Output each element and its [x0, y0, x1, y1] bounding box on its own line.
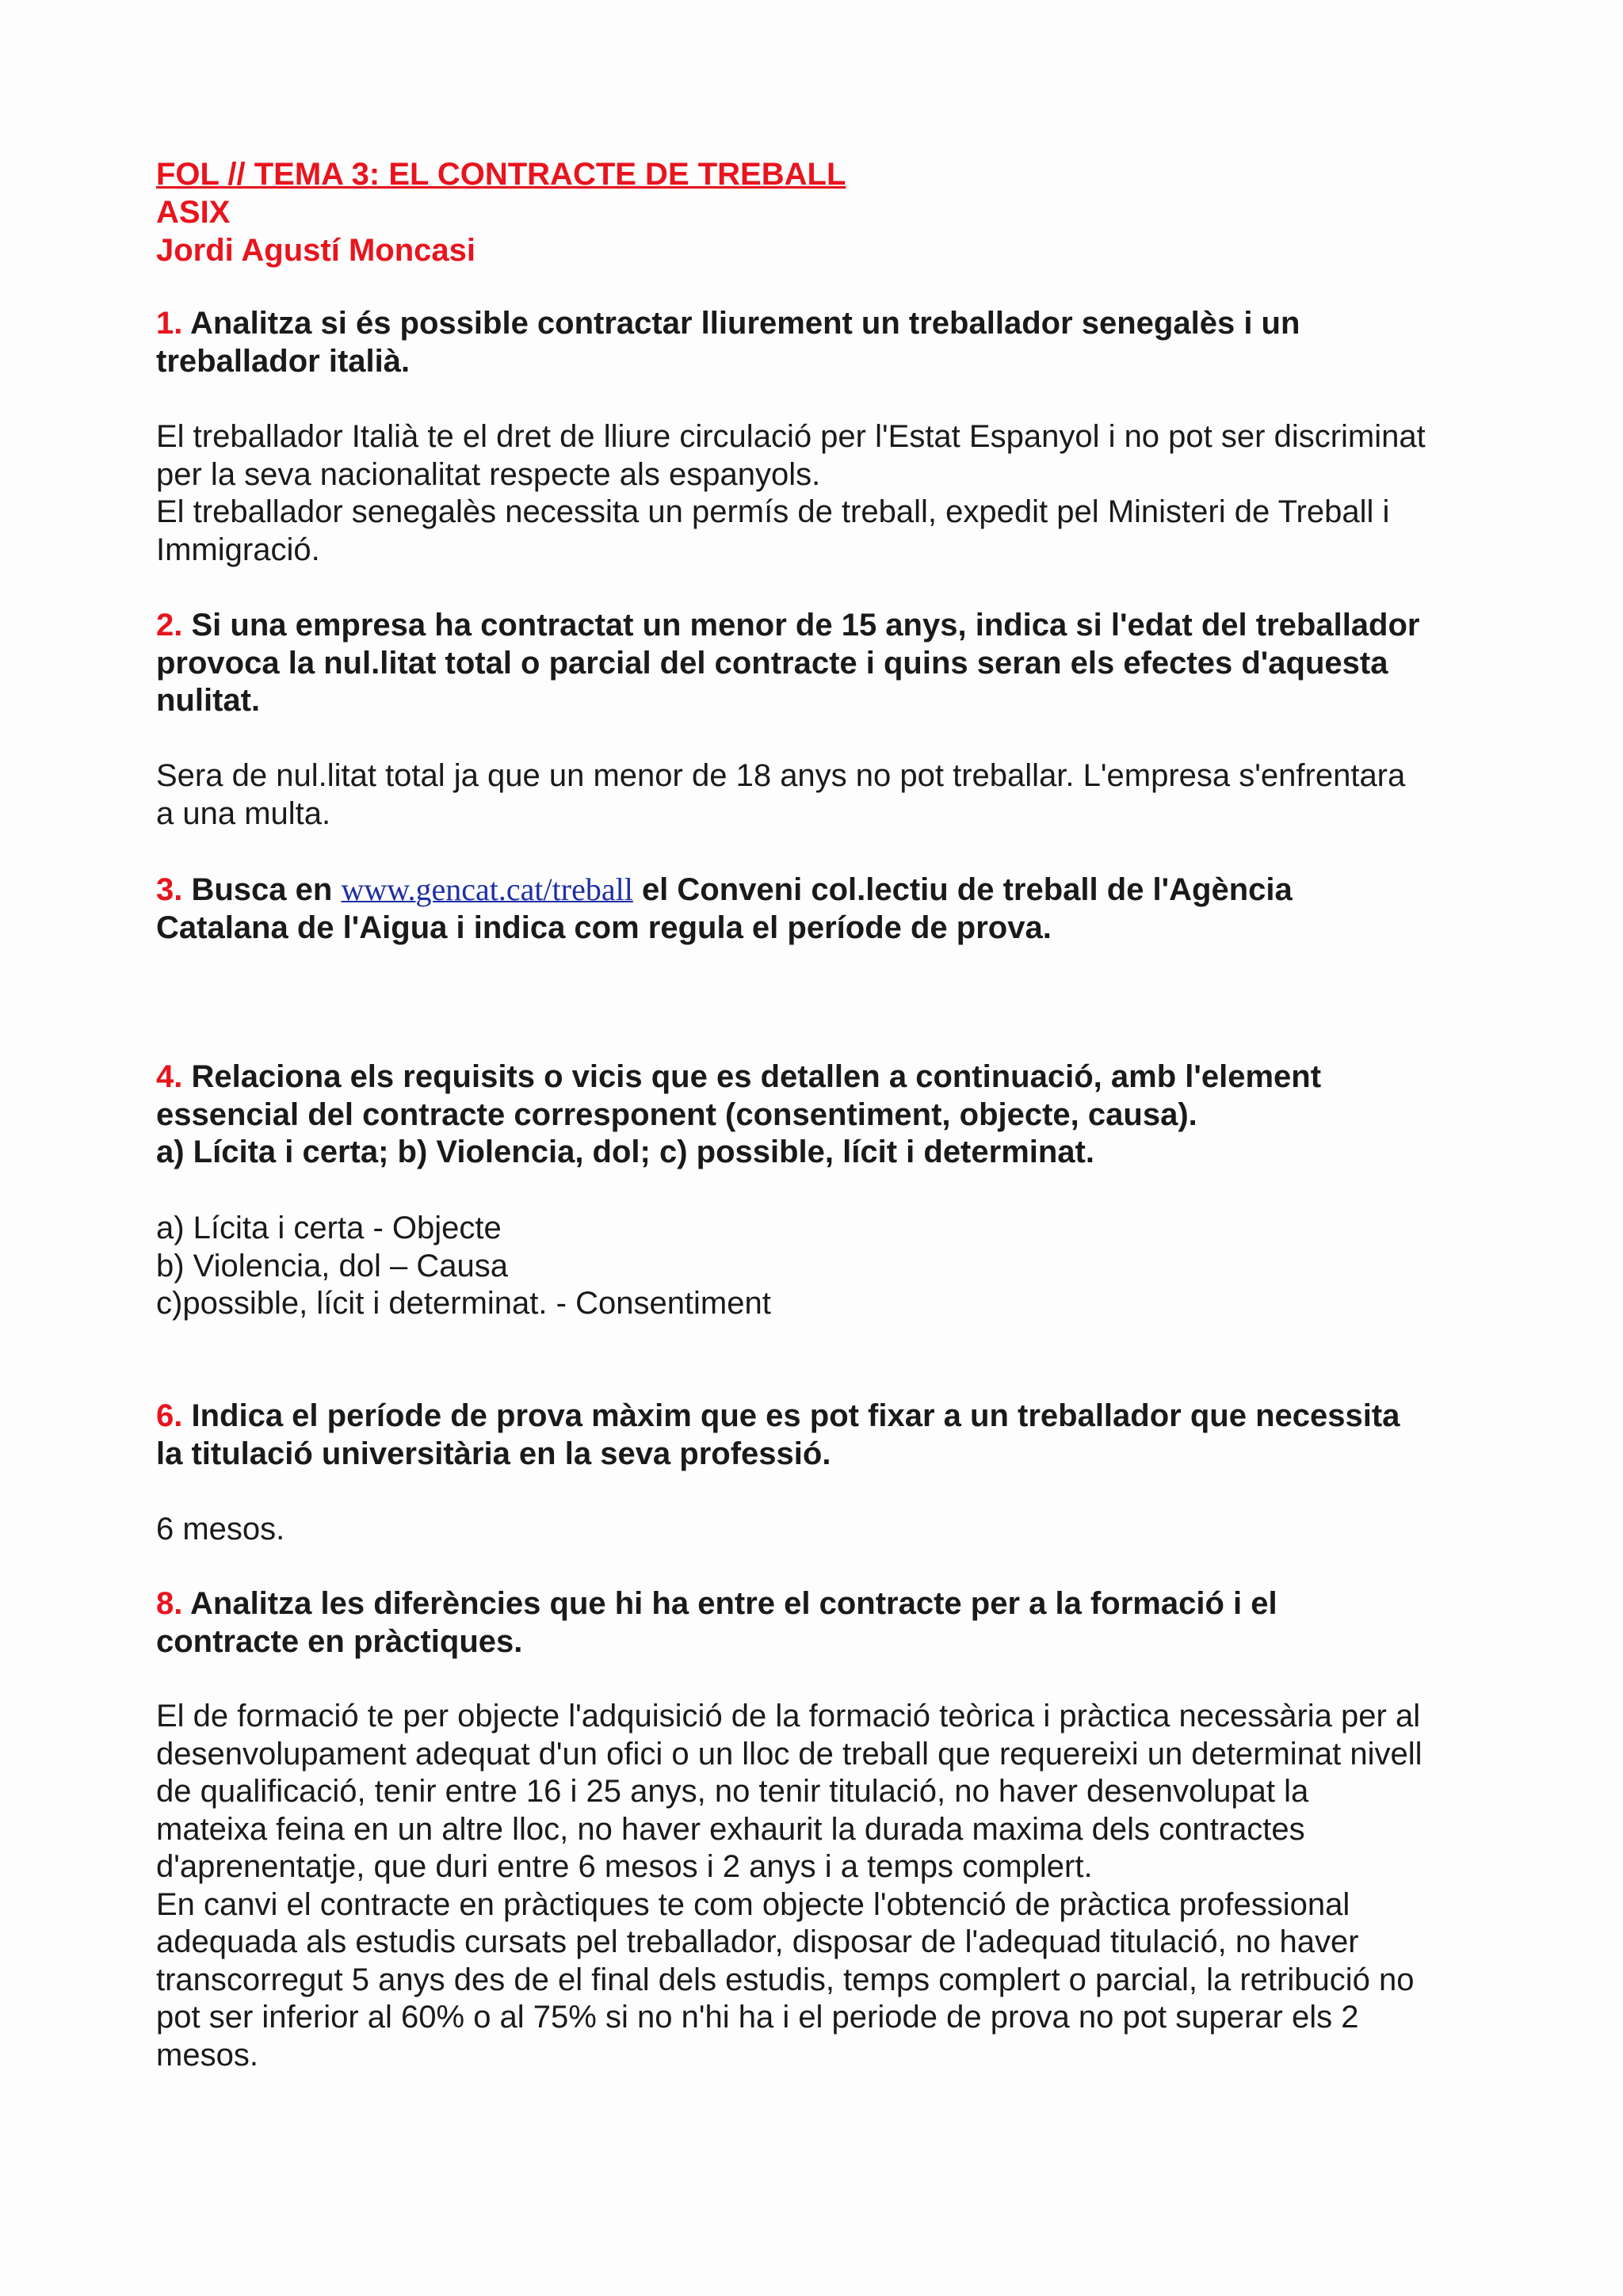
answer-text: 6 mesos.	[156, 1512, 285, 1547]
question-text: Relaciona els requisits o vicis que es detallen a continuació, amb l'element	[191, 1059, 1322, 1094]
document-title: FOL // TEMA 3: EL CONTRACTE DE TREBALL	[156, 157, 846, 192]
question-3	[156, 871, 1487, 947]
question-text: provoca la nul.litat total o parcial del contracte i quins seran els efectes d'aquesta	[156, 645, 1388, 681]
question-text: nulitat.	[156, 683, 261, 718]
answer-text: de qualificació, tenir entre 16 i 25 anys, no tenir titulació, no haver desenvolupat la	[156, 1774, 1309, 1809]
answer-2	[156, 757, 1503, 833]
question-2	[156, 607, 1487, 720]
answer-text: per la seva nacionalitat respecte als espanyols.	[156, 456, 821, 492]
question-text: Analitza les diferències que hi ha entre el contracte per a la formació i el	[190, 1586, 1277, 1621]
gencat-link[interactable]: www.gencat.cat/treball	[341, 871, 633, 907]
question-1	[156, 305, 1487, 380]
question-number: 4.	[156, 1059, 183, 1094]
answer-text: c)possible, lícit i determinat. - Consentiment	[156, 1286, 771, 1321]
question-text: contracte en pràctiques.	[156, 1623, 523, 1659]
answer-text: b) Violencia, dol – Causa	[156, 1248, 508, 1283]
question-number: 6.	[156, 1398, 183, 1433]
question-text: Si una empresa ha contractat un menor de 15 anys, indica si l'edat del treballador	[191, 608, 1420, 643]
question-4	[156, 1058, 1487, 1172]
answer-text: El treballador Italià te el dret de lliure circulació per l'Estat Espanyol i no pot ser discriminat	[156, 419, 1426, 454]
answer-text: desenvolupament adequat d'un ofici o un lloc de treball que requereixi un determinat nivell	[156, 1736, 1423, 1772]
question-text: la titulació universitària en la seva professió.	[156, 1436, 831, 1471]
question-text: el Conveni col.lectiu de treball de l'Agència	[641, 872, 1293, 907]
course-name: ASIX	[156, 195, 231, 230]
answer-text: a una multa.	[156, 795, 331, 831]
answer-text: Immigració.	[156, 532, 320, 567]
answer-text: transcorregut 5 anys des de el final dels estudis, temps complert o parcial, la retribució no	[156, 1962, 1415, 1997]
question-number: 8.	[156, 1586, 183, 1621]
answer-text: a) Lícita i certa - Objecte	[156, 1211, 502, 1245]
answer-text: El treballador senegalès necessita un permís de treball, expedit pel Ministeri de Treball i	[156, 494, 1390, 529]
question-number: 1.	[156, 306, 183, 341]
answer-text: Sera de nul.litat total ja que un menor de 18 anys no pot treballar. L'empresa s'enfrentara	[156, 758, 1406, 793]
question-text: Analitza si és possible contractar lliurement un treballador senegalès i un	[190, 306, 1300, 341]
answer-6	[156, 1511, 1503, 1549]
answer-text: En canvi el contracte en pràctiques te com objecte l'obtenció de pràctica professional	[156, 1886, 1350, 1922]
question-8	[156, 1585, 1487, 1661]
answer-1	[156, 418, 1503, 569]
question-number: 3.	[156, 872, 183, 907]
answer-text: mesos.	[156, 2037, 258, 2073]
answer-text: El de formació te per objecte l'adquisició de la formació teòrica i pràctica necessària per al	[156, 1699, 1421, 1733]
question-text: Busca en	[191, 872, 333, 907]
answer-4	[156, 1210, 1503, 1323]
question-text: essencial del contracte corresponent (consentiment, objecte, causa).	[156, 1097, 1197, 1132]
question-number: 2.	[156, 608, 183, 643]
answer-text: d'aprenentatje, que duri entre 6 mesos i 2 anys i a temps complert.	[156, 1849, 1093, 1884]
answer-text: pot ser inferior al 60% o al 75% si no n'hi ha i el periode de prova no pot superar els 2	[156, 2000, 1359, 2035]
question-6	[156, 1398, 1487, 1473]
answer-8	[156, 1698, 1503, 2074]
question-text: Indica el període de prova màxim que es pot fixar a un treballador que necessita	[191, 1398, 1400, 1433]
question-text: a) Lícita i certa; b) Violencia, dol; c) possible, lícit i determinat.	[156, 1135, 1094, 1169]
question-text: treballador italià.	[156, 343, 411, 379]
author-name: Jordi Agustí Moncasi	[156, 233, 476, 268]
answer-text: mateixa feina en un altre lloc, no haver exhaurit la durada maxima dels contractes	[156, 1811, 1305, 1847]
answer-text: adequada als estudis cursats pel treballador, disposar de l'adequad titulació, no haver	[156, 1924, 1359, 1959]
question-text: Catalana de l'Aigua i indica com regula el període de prova.	[156, 910, 1052, 945]
